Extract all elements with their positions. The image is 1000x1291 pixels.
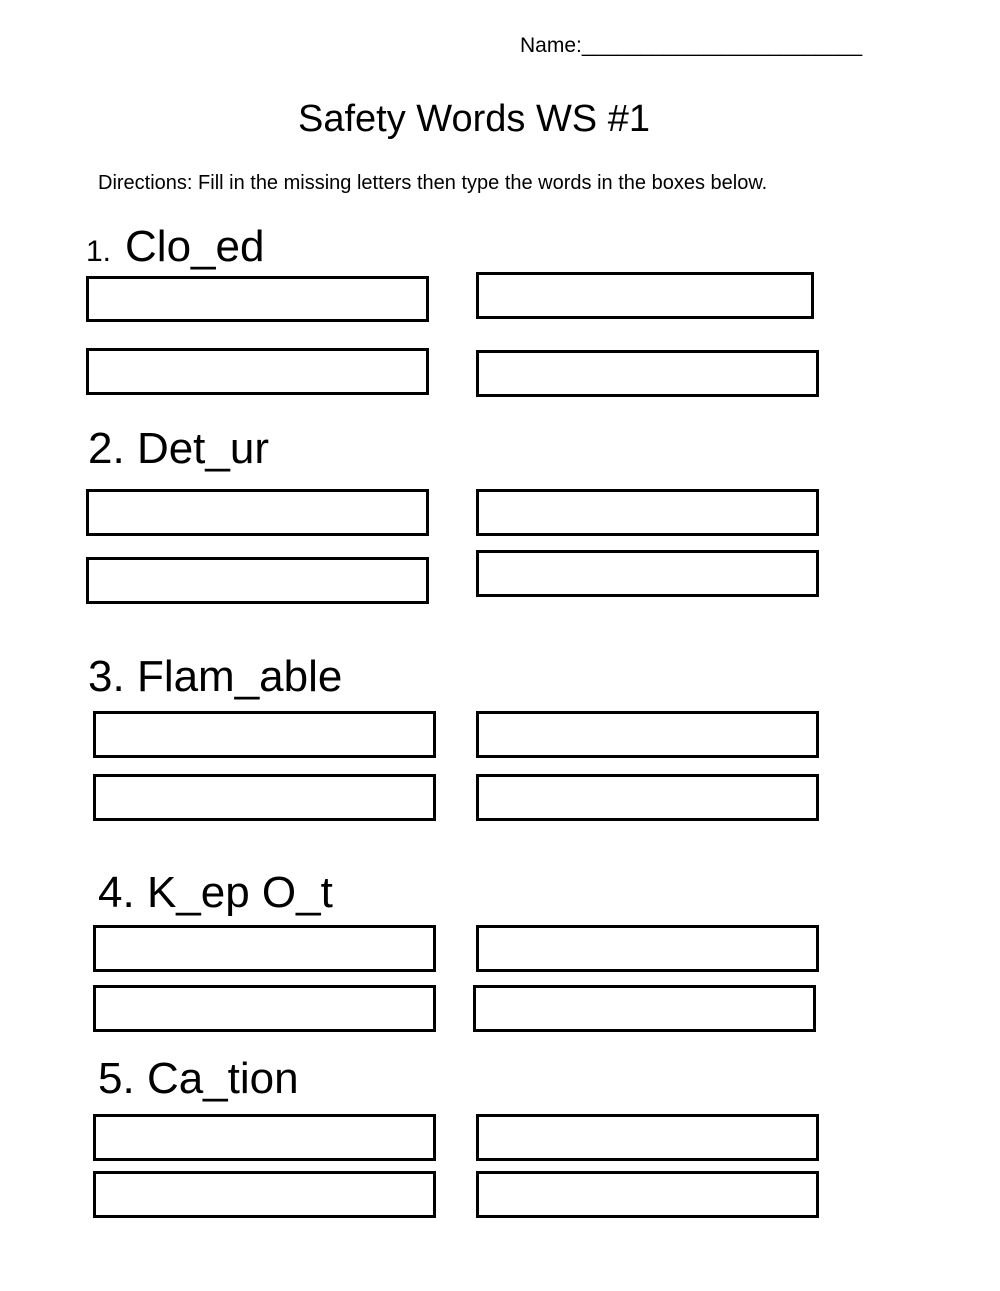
answer-box-3a[interactable] <box>93 711 436 758</box>
answer-box-2c[interactable] <box>86 557 429 604</box>
answer-box-2b[interactable] <box>476 489 819 536</box>
question-4-number: 4. <box>98 868 135 917</box>
answer-box-5b[interactable] <box>476 1114 819 1161</box>
question-1-number: 1. <box>86 235 112 268</box>
question-3-word: Flam_able <box>136 652 343 701</box>
question-2-heading <box>88 424 269 474</box>
answer-box-3c[interactable] <box>93 774 436 821</box>
answer-box-2a[interactable] <box>86 489 429 536</box>
question-1-word: Clo_ed <box>125 222 265 271</box>
worksheet-title: Safety Words WS #1 <box>298 98 650 140</box>
question-5-heading <box>98 1054 299 1104</box>
answer-box-1d[interactable] <box>476 350 819 397</box>
answer-box-2d[interactable] <box>476 550 819 597</box>
question-2-number: 2. <box>88 424 125 473</box>
answer-box-1a[interactable] <box>86 276 429 322</box>
question-4-heading <box>98 868 333 918</box>
question-1-heading <box>86 222 264 277</box>
answer-box-4b[interactable] <box>476 925 819 972</box>
name-label: Name:________________________ <box>520 34 863 57</box>
answer-box-1c[interactable] <box>86 348 429 395</box>
answer-box-1b[interactable] <box>476 272 814 319</box>
answer-box-4d[interactable] <box>473 985 816 1032</box>
question-2-word: Det_ur <box>136 424 270 473</box>
directions-text: Directions: Fill in the missing letters then type the words in the boxes below. <box>98 172 768 194</box>
answer-box-4c[interactable] <box>93 985 436 1032</box>
answer-box-3b[interactable] <box>476 711 819 758</box>
answer-box-5a[interactable] <box>93 1114 436 1161</box>
question-5-word: Ca_tion <box>146 1054 299 1103</box>
answer-box-3d[interactable] <box>476 774 819 821</box>
question-3-heading <box>88 652 342 702</box>
question-4-word: K_ep O_t <box>146 868 333 917</box>
answer-box-5c[interactable] <box>93 1171 436 1218</box>
question-5-number: 5. <box>98 1054 135 1103</box>
answer-box-4a[interactable] <box>93 925 436 972</box>
question-3-number: 3. <box>88 652 125 701</box>
answer-box-5d[interactable] <box>476 1171 819 1218</box>
